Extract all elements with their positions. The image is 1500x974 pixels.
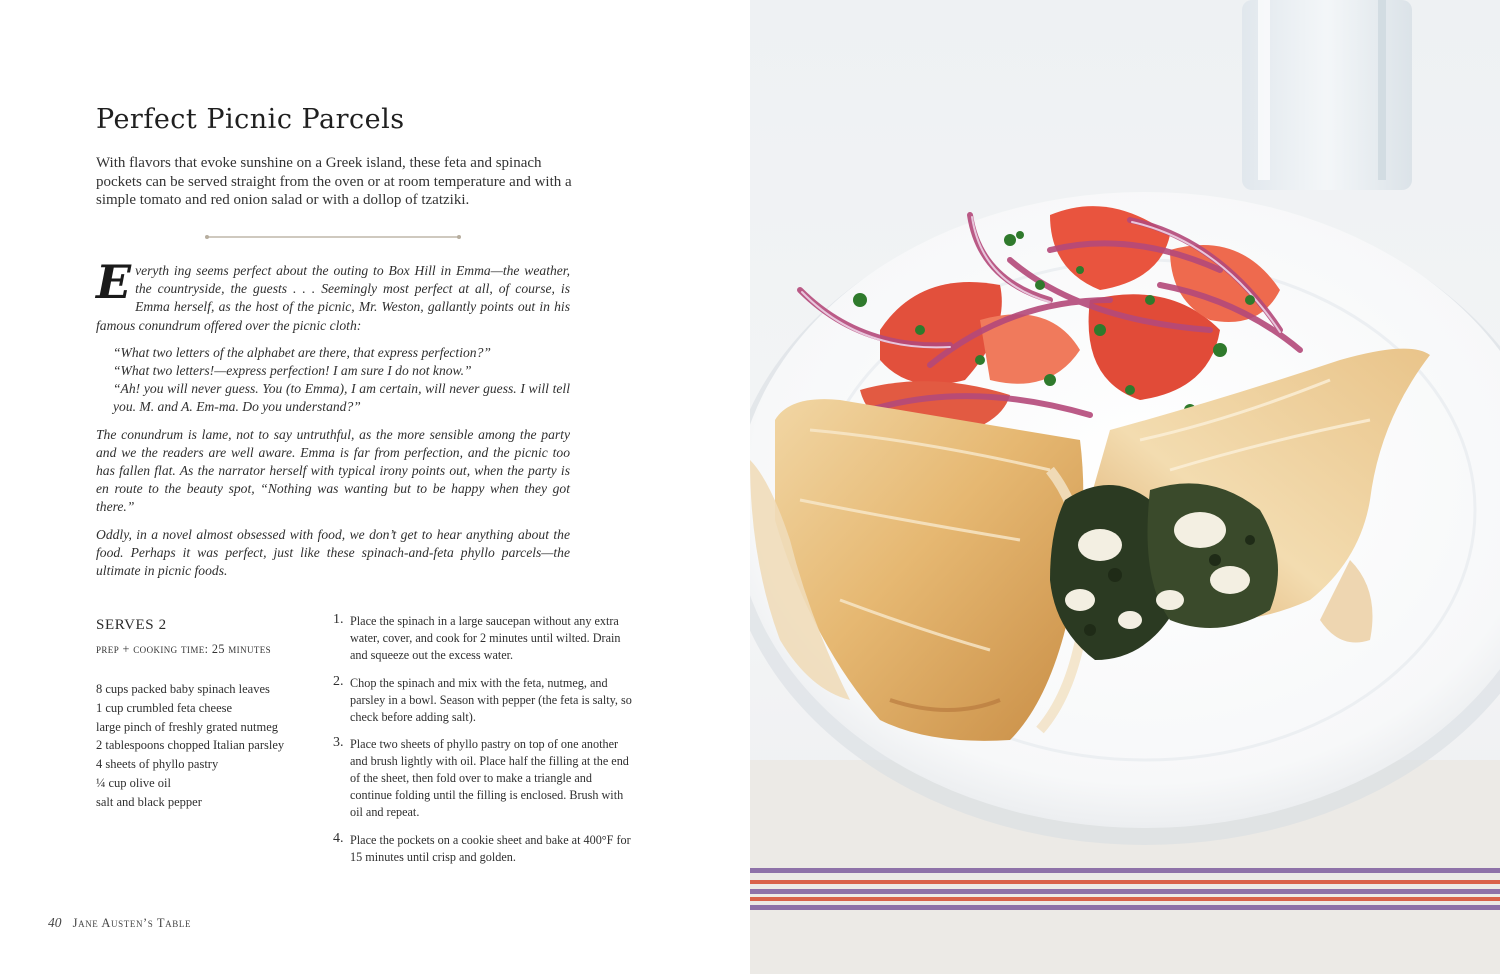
step-text: Place two sheets of phyllo pastry on top of one another and brush lightly with oil. Place half the filling at the end of the sheet, then fold over to make a triangle and continue folding until the filling is enclosed. Brush with oil and repeat. bbox=[350, 737, 629, 820]
step-number: 4. bbox=[333, 830, 344, 846]
story-paragraph-3: Oddly, in a novel almost obsessed with food, we don’t get to hear anything about the food. Perhaps it was perfect, just like these spinach-and-feta phyllo parcels—the ultimate in picnic foods. bbox=[96, 526, 570, 579]
food-photo-illustration bbox=[750, 0, 1500, 974]
step-text: Place the pockets on a cookie sheet and bake at 400°F for 15 minutes until crisp and golden. bbox=[350, 832, 631, 864]
story-paragraph-2: The conundrum is lame, not to say untruthful, as the more sensible among the party and we the readers are well aware. Emma is far from perfection, and the picnic too has fallen flat. As the narrator herself with typical irony points out, when the party is en route to the beauty spot, “Nothing was wanting but to be happy when they got there.” bbox=[96, 426, 570, 515]
quotation-block bbox=[113, 344, 570, 417]
quote-line-3: “Ah! you will never guess. You (to Emma), I am certain, will never guess. I will tell you. M. and A. Em-ma. Do you understand?” bbox=[113, 381, 570, 415]
ingredient-item: 4 sheets of phyllo pastry bbox=[96, 757, 219, 772]
method-step bbox=[333, 736, 633, 821]
method-step bbox=[333, 832, 633, 866]
step-number: 1. bbox=[333, 612, 344, 627]
ingredient-item: salt and black pepper bbox=[96, 794, 202, 809]
step-number: 3. bbox=[333, 735, 344, 751]
serves-label: SERVES 2 bbox=[96, 617, 167, 633]
step-number: 2. bbox=[333, 673, 344, 689]
method-step bbox=[333, 675, 633, 726]
drop-cap: E bbox=[96, 255, 132, 309]
ingredient-item: 8 cups packed baby spinach leaves bbox=[96, 682, 270, 696]
ingredient-item: ¼ cup olive oil bbox=[96, 775, 171, 790]
ingredient-item: large pinch of freshly grated nutmeg bbox=[96, 719, 279, 734]
water-glass bbox=[1242, 0, 1412, 190]
ingredient-item: 1 cup crumbled feta cheese bbox=[96, 700, 233, 715]
method-step bbox=[333, 613, 633, 664]
page-number: 40 bbox=[48, 915, 62, 930]
quote-line-1: “What two letters of the alphabet are there, that express perfection?” bbox=[113, 344, 491, 360]
ornamental-divider bbox=[207, 236, 459, 238]
recipe-title: Perfect Picnic Parcels bbox=[96, 104, 405, 135]
book-title: Jane Austen’s Table bbox=[72, 916, 192, 930]
page-footer bbox=[48, 915, 191, 931]
prep-time: prep + cooking time: 25 minutes bbox=[96, 642, 272, 656]
food-photo bbox=[750, 0, 1500, 974]
literary-note bbox=[96, 255, 570, 589]
ingredient-item: 2 tablespoons chopped Italian parsley bbox=[96, 738, 285, 753]
step-text: Place the spinach in a large saucepan without any extra water, cover, and cook for 2 minutes until wilted. Drain and squeeze out the excess water. bbox=[350, 614, 621, 662]
step-text: Chop the spinach and mix with the feta, nutmeg, and parsley in a bowl. Season with pepper (the feta is salty, so check before adding salt). bbox=[350, 675, 632, 724]
recipe-intro: With flavors that evoke sunshine on a Greek island, these feta and spinach pockets can be served straight from the oven or at room temperature and with a simple tomato and red onion salad or with a dollop of tzatziki. bbox=[96, 155, 572, 208]
method-steps bbox=[333, 613, 633, 877]
story-paragraph-1 bbox=[96, 255, 570, 335]
story-paragraph-1-text: veryth ing seems perfect about the outing to Box Hill in Emma—the weather, the countryside, the guests . . . Seemingly most perfect at all, of course, is Emma herself, as the host of the picnic, Mr. Weston, gallantly points out in his famous conundrum offered over the picnic cloth: bbox=[96, 263, 570, 333]
quote-line-2: “What two letters!—express perfection! I am sure I do not know.” bbox=[113, 363, 472, 379]
ingredient-list bbox=[96, 680, 326, 812]
